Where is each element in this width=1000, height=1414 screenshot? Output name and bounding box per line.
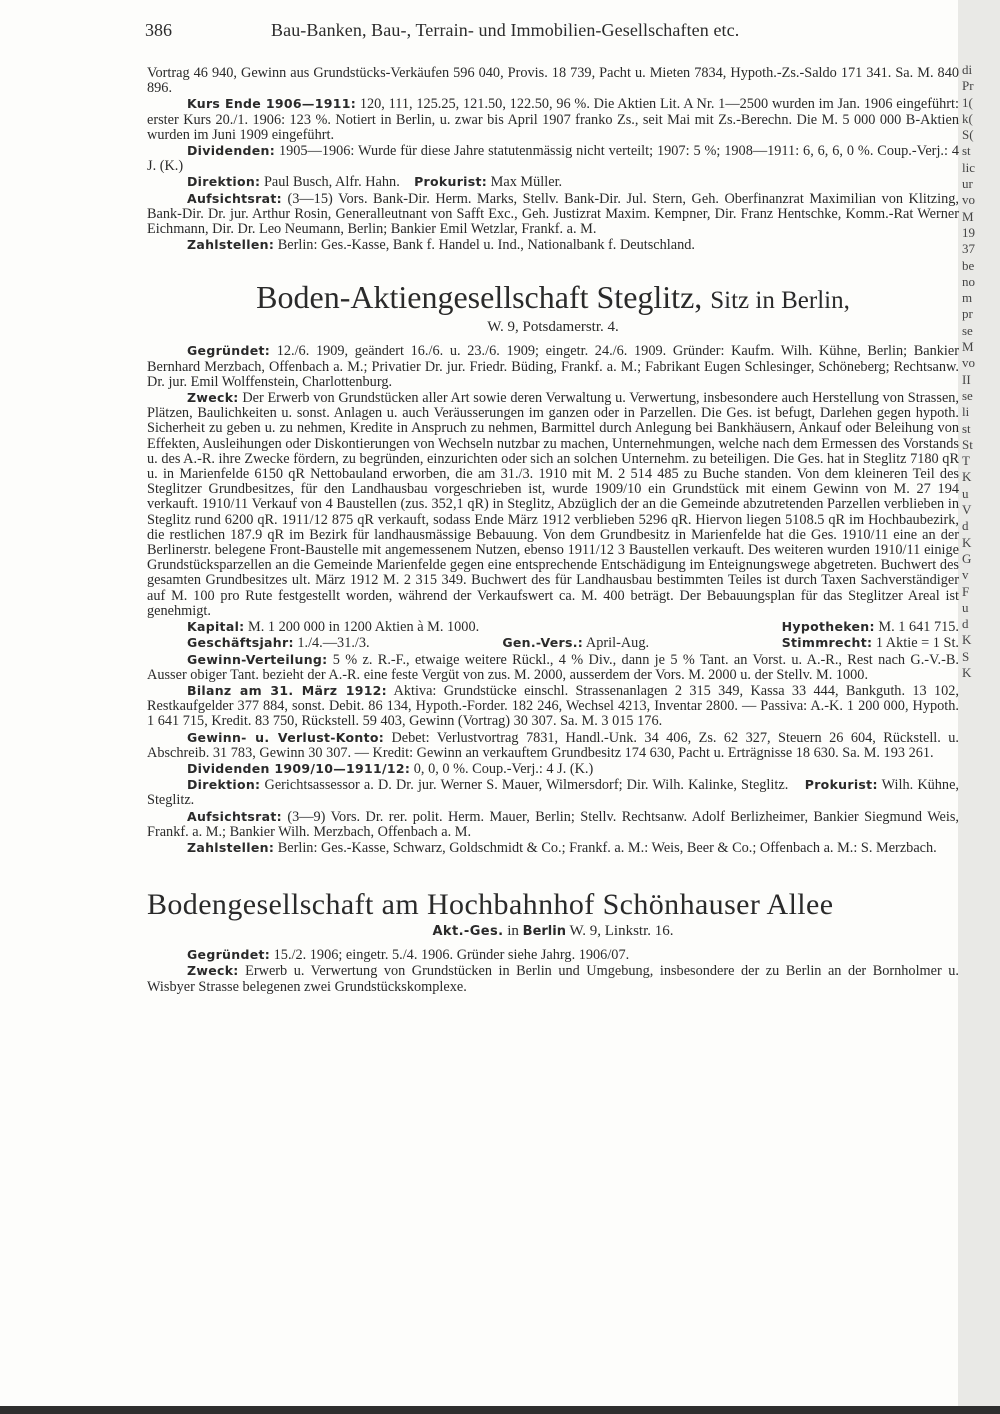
company-title: Boden-Aktiengesellschaft Steglitz, Sitz in Berlin, — [256, 279, 850, 316]
bleed-fragment: se — [962, 322, 973, 338]
bleed-fragment: K — [962, 664, 972, 680]
bleed-fragment: 1( — [962, 94, 973, 110]
bleed-fragment: d — [962, 518, 969, 534]
geschaeftsjahr-row: Geschäftsjahr: 1./4.—31./3. Gen.-Vers.: April-Aug. Stimmrecht: 1 Aktie = 1 St. — [187, 635, 959, 652]
bleed-fragment: m — [962, 290, 973, 306]
bleed-fragment: u — [962, 485, 969, 501]
aufsichtsrat-label: Aufsichtsrat: — [187, 808, 282, 824]
gen-vers-label: Gen.-Vers.: — [502, 635, 584, 651]
geschaeftsjahr-label: Geschäftsjahr: — [187, 635, 294, 651]
adjacent-page-bleed — [958, 62, 1000, 681]
bleed-fragment: II — [962, 371, 971, 387]
bleed-fragment: T — [962, 453, 970, 469]
direktion-label: Direktion: — [187, 174, 261, 190]
hypotheken-label: Hypotheken: — [781, 619, 875, 635]
gewinn-verteilung-paragraph: Gewinn-Verteilung: 5 % z. R.-F., etwaige weitere Rückl., 4 % Div., dann je 5 % Tant. an Vorst. u. A.-R., Rest nach G.-V.-B. Ausser obiger Tant. bezieht der A.-R. eine feste Vergüt von zus. M. 2000, ausserdem der Vors. M. 2000 u. der Stellv. M. 1000. — [147, 651, 959, 683]
bleed-fragment: pr — [962, 306, 973, 322]
direktion-label: Direktion: — [187, 777, 261, 793]
bleed-fragment: d — [962, 616, 969, 632]
bleed-fragment: G — [962, 550, 972, 566]
entry-steglitz — [147, 280, 959, 856]
kapital-label: Kapital: — [187, 619, 245, 635]
direktion-paragraph: Direktion: Gerichtsassessor a. D. Dr. jur. Werner S. Mauer, Wilmersdorf; Dir. Wilh. Kalinke, Steglitz. Prokurist: Wilh. Kühne, Steglitz. — [147, 777, 960, 809]
dividenden-label: Dividenden: — [187, 143, 276, 159]
bleed-fragment: K — [962, 534, 972, 550]
page-number: 386 — [145, 20, 172, 40]
vortrag-paragraph: Vortrag 46 940, Gewinn aus Grundstücks-Verkäufen 596 040, Provis. 18 739, Pacht u. Mieten 7834, Hypoth.-Zs.-Saldo 171 341. Sa. M. 840 896. — [147, 65, 959, 97]
bleed-fragment: vo — [962, 192, 975, 208]
page-body — [147, 66, 959, 995]
bleed-fragment: 19 — [962, 224, 975, 240]
running-title: Bau-Banken, Bau-, Terrain- und Immobilien-Gesellschaften etc. — [271, 20, 740, 40]
kurs-label: Kurs Ende 1906—1911: — [187, 96, 357, 112]
bleed-fragment: K — [962, 632, 972, 648]
bleed-fragment: V — [962, 502, 972, 518]
bleed-fragment: vo — [962, 355, 975, 371]
dividenden-paragraph: Dividenden: 1905—1906: Wurde für diese Jahre statutenmässig nicht verteilt; 1907: 5 %; 1908—1911: 6, 6, 6, 0 %. Coup.-Verj.: 4 J. (K.) — [147, 143, 959, 175]
zahlstellen-paragraph: Zahlstellen: Berlin: Ges.-Kasse, Schwarz, Goldschmidt & Co.; Frankf. a. M.: Weis, Beer & Co.; Offenbach a. M.: S. Merzbach. — [187, 839, 937, 856]
zweck-paragraph: Zweck: Erwerb u. Verwertung von Grundstücken in Berlin und Umgebung, insbesondere der zu Berlin an der Bornholmer u. Wisbyer Strasse belegenen zwei Grundstückskomplexe. — [147, 963, 959, 995]
dividenden-label: Dividenden 1909/10—1911/12: — [187, 760, 411, 776]
dividenden-paragraph: Dividenden 1909/10—1911/12: 0, 0, 0 %. Coup.-Verj.: 4 J. (K.) — [187, 760, 594, 777]
aufsichtsrat-paragraph: Aufsichtsrat: (3—15) Vors. Bank-Dir. Herm. Marks, Stellv. Bank-Dir. Jul. Stern, Geh. Oberfinanzrat Maximilian von Klitzing, Bank-Dir. Dr. jur. Arthur Rosin, Generalleutnant von Safft Exc., Geh. Justizrat Maxim. Kempner, Dir. Franz Hentschke, Komm.-Rat Werner Eichmann, Dir. Dr. Leo Neumann, Berlin; Bankier Emil Wetzlar, Frankf. a. M. — [147, 190, 959, 238]
prokurist-label: Prokurist: — [804, 777, 878, 793]
bleed-fragment: K — [962, 469, 972, 485]
company-address: Akt.-Ges. in Berlin W. 9, Linkstr. 16. — [432, 923, 674, 940]
gegruendet-label: Gegründet: — [187, 343, 271, 359]
previous-entry-continuation — [147, 66, 959, 253]
kurs-paragraph: Kurs Ende 1906—1911: 120, 111, 125.25, 121.50, 122.50, 96 %. Die Aktien Lit. A Nr. 1—2500 wurden im Jan. 1906 eingeführt: erster Kurs 20./1. 1906: 123 %. Notiert in Berlin, u. zwar bis April 1907 franko Zs., seit Mai mit Zs.-Berechn. Die M. 5 000 000 B-Aktien wurden im Juni 1909 eingeführt. — [147, 96, 959, 143]
zahlstellen-paragraph: Zahlstellen: Berlin: Ges.-Kasse, Bank f. Handel u. Ind., Nationalbank f. Deutschland. — [187, 237, 695, 254]
gegruendet-paragraph: Gegründet: 15./2. 1906; eingetr. 5./4. 1906. Gründer siehe Jahrg. 1906/07. — [187, 947, 630, 964]
scan-shadow — [0, 1406, 1000, 1414]
bilanz-label: Bilanz am 31. März 1912: — [187, 682, 387, 698]
bleed-fragment: ur — [962, 176, 973, 192]
bleed-fragment: k( — [962, 110, 973, 126]
zweck-label: Zweck: — [187, 963, 239, 979]
bleed-fragment: lic — [962, 159, 975, 175]
direktion-paragraph: Direktion: Paul Busch, Alfr. Hahn. Prokurist: Max Müller. — [187, 174, 563, 191]
bleed-fragment: M — [962, 208, 974, 224]
zahlstellen-label: Zahlstellen: — [187, 839, 275, 855]
bleed-fragment: S( — [962, 127, 974, 143]
gewinn-verlust-paragraph: Gewinn- u. Verlust-Konto: Debet: Verlustvortrag 7831, Handl.-Unk. 34 406, Zs. 62 327, Steuern 26 604, Rückstell. u. Abschreib. 31 783, Gewinn 30 307. — Kredit: Gewinn an verkauftem Grundbesitz 174 630, Pacht u. Erträgnisse 18 630. Sa. M. 193 261. — [147, 729, 959, 761]
entry-hochbahnhof — [147, 888, 959, 995]
gegruendet-label: Gegründet: — [187, 947, 271, 963]
bleed-fragment: 37 — [962, 241, 975, 257]
bleed-fragment: u — [962, 599, 969, 615]
bleed-fragment: no — [962, 273, 975, 289]
bleed-fragment: st — [962, 420, 971, 436]
bleed-fragment: M — [962, 339, 974, 355]
kapital-row: Kapital: M. 1 200 000 in 1200 Aktien à M. 1000. Hypotheken: M. 1 641 715. — [187, 619, 959, 636]
zweck-paragraph: Zweck: Der Erwerb von Grundstücken aller Art sowie deren Verwaltung u. Verwertung, insbesondere auch Herstellung von Strassen, Plätzen, Baulichkeiten u. sonst. Anlagen u. auch Veräusserungen im ganzen oder in Parzellen. Die Ges. ist befugt, Darlehen gegen hypoth. Sicherheit zu geben u. zu nehmen, Kredite in Anspruch zu nehmen, Barmittel durch Anlegung bei Bankhäusern, Ankauf oder Beleihung von Effekten, Ausleihungen oder Diskontierungen von Wechseln nutzbar zu machen, Unternehmungen, welche nach dem Ermessen des Vorstands u. des A.-R. ihre Zwecke fördern, zu begründen, einzurichten oder sich an solchen Unternehm. zu beteiligen. Die Ges. hat in Steglitz 7180 qR u. in Marienfelde 6150 qR Nettobauland erworben, die am 31./3. 1910 mit M. 2 514 485 zu Buche standen. Von dem kleineren Teil des Steglitzer Grundbesitzes, für den Landhausbau vorgeschrieben ist, wurde 1909/10 ein Grundstück mit einem Gewinn von M. 27 194 verkauft. 1910/11 Verkauf von 4 Baustellen (zus. 352,1 qR) in Steglitz, Abzüglich der an die Gemeinde abzutretenden Parzellen verblieben in Steglitz rund 6200 qR. 1911/12 875 qR verkauft, sodass Ende März 1912 verblieben 5296 qR. Hiervon liegen 5108.5 qR im Hochbaubezirk, die restlichen 187.9 qR im Bezirk für landhausmässige Bebauung. Von dem Grundbesitz in Marienfelde hat die Ges. 1910/11 eine an der Berlinerstr. belegene Front-Baustelle mit angemessenem Nutzen, ebenso 1911/12 3 Baustellen verkauft. Des weiteren wurden 1910/11 einige Grundstücksparzellen an die Gemeinde Marienfelde gegen eine entsprechende Entschädigung im Enteignungswege abgetreten. Buchwert des gesamten Grundbesitzes ult. März 1912 M. 2 315 349. Buchwert des für Landhausbau bestimmten Teiles ist durch Taxen Sachverständiger auf M. 100 pro Rute festgestellt worden, während der Verkaufswert ca. M. 400 beträgt. Der Bebauungsplan für das Steglitzer Areal ist genehmigt. — [147, 390, 960, 619]
bleed-fragment: be — [962, 257, 975, 273]
bleed-fragment: S — [962, 648, 970, 664]
bleed-fragment: v — [962, 567, 969, 583]
gewinn-verlust-label: Gewinn- u. Verlust-Konto: — [187, 729, 385, 745]
bleed-fragment: st — [962, 143, 971, 159]
zweck-label: Zweck: — [187, 390, 239, 406]
aufsichtsrat-label: Aufsichtsrat: — [187, 190, 282, 206]
bleed-fragment: Pr — [962, 78, 974, 94]
bleed-fragment: se — [962, 387, 973, 403]
company-title: Bodengesellschaft am Hochbahnhof Schönhauser Allee — [147, 888, 834, 922]
bilanz-paragraph: Bilanz am 31. März 1912: Aktiva: Grundstücke einschl. Strassenanlagen 2 315 349, Kassa 33 444, Bankguth. 13 102, Restkaufgelder 377 884, sonst. Debit. 86 134, Hypoth.-Forder. 182 246, Wechsel 4213, Inventar 2800. — Passiva: A.-K. 1 200 000, Hypoth. 1 641 715, Kredit. 83 750, Rückstell. 59 403, Gewinn (Vortrag) 30 307. Sa. M. 3 015 176. — [147, 682, 959, 730]
bleed-fragment: li — [962, 404, 970, 420]
aufsichtsrat-paragraph: Aufsichtsrat: (3—9) Vors. Dr. rer. polit. Herm. Mauer, Berlin; Stellv. Rechtsanw. Adolf Berlizheimer, Bankier Siegmund Weis, Frankf. a. M.; Bankier Wilh. Merzbach, Offenbach a. M. — [147, 808, 959, 840]
bleed-fragment: di — [962, 62, 973, 77]
gewinn-verteilung-label: Gewinn-Verteilung: — [187, 651, 328, 667]
bleed-fragment: F — [962, 583, 970, 599]
stimmrecht-label: Stimmrecht: — [781, 635, 873, 651]
prokurist-label: Prokurist: — [414, 174, 488, 190]
company-address: W. 9, Potsdamerstr. 4. — [487, 319, 619, 336]
gegruendet-paragraph: Gegründet: 12./6. 1909, geändert 16./6. u. 23./6. 1909; eingetr. 24./6. 1909. Gründer: Kaufm. Wilh. Kühne, Berlin; Bankier Bernhard Merzbach, Offenbach a. M.; Privatier Dr. jur. Friedr. Büding, Frankf. a. M.; Fabrikant Eugen Schlesinger, Schöneberg; Rechtsanw. Dr. jur. Emil Wolffenstein, Charlottenburg. — [147, 343, 959, 390]
bleed-fragment: St — [962, 436, 973, 452]
zahlstellen-label: Zahlstellen: — [187, 237, 275, 253]
